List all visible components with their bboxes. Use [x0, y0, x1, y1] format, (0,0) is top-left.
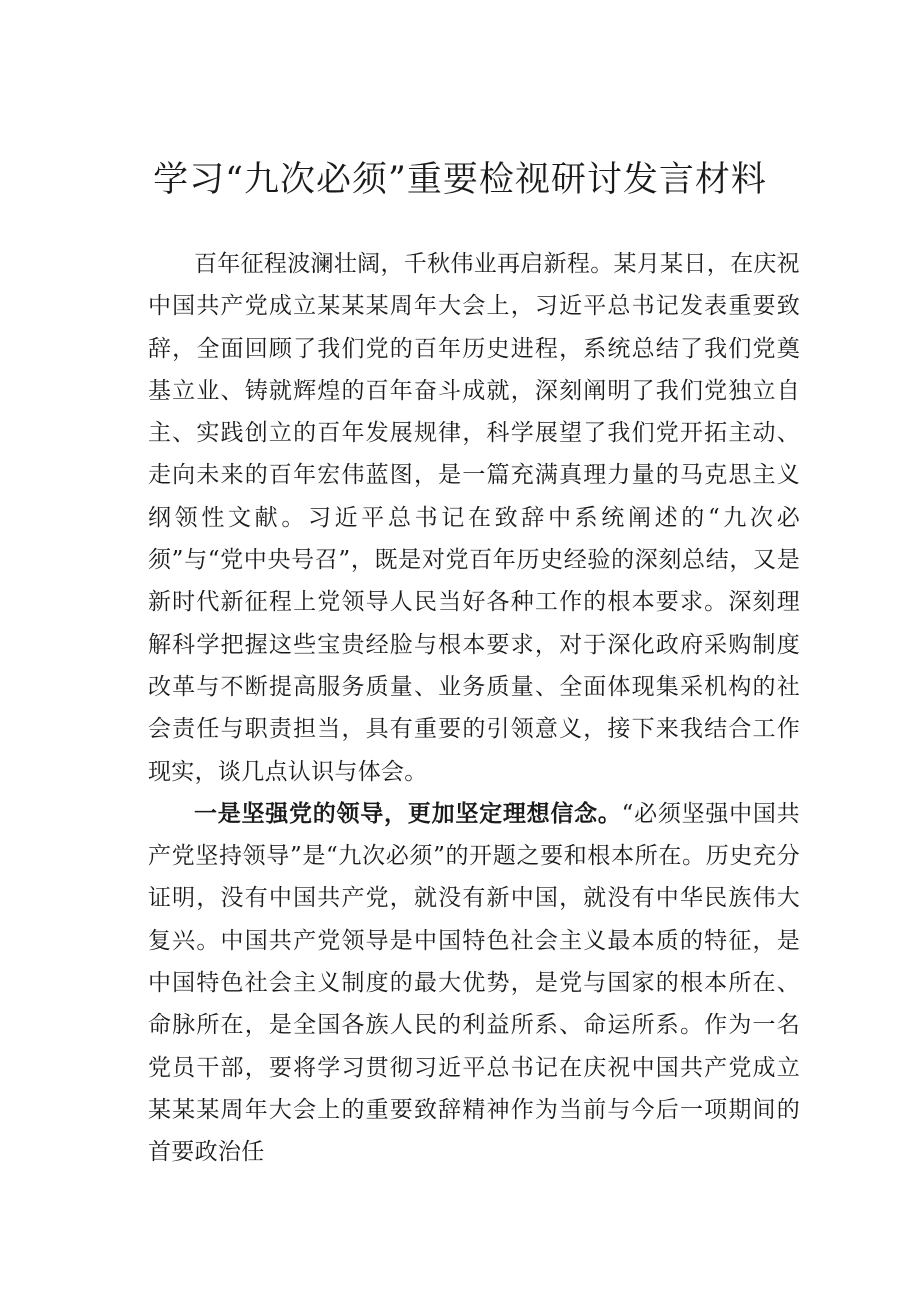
paragraph-text: 百年征程波澜壮阔，千秋伟业再启新程。某月某日，在庆祝中国共产党成立某某某周年大会上，习近平总书记发表重要致辞，全面回顾了我们党的百年历史进程，系统总结了我们党奠基立业、铸就辉煌的百年奋斗成就，深刻阐明了我们党独立自主、实践创立的百年发展规律，科学展望了我们党开拓主动、走向未来的百年宏伟蓝图，是一篇充满真理力量的马克思主义纲领性文献。习近平总书记在致辞中系统阐述的“九次必须”与“党中央号召”，既是对党百年历史经验的深刻总结，又是新时代新征程上党领导人民当好各种工作的根本要求。深刻理解科学把握这些宝贵经脸与根本要求，对于深化政府采购制度改革与不断提高服务质量、业务质量、全面体现集采机构的社会责任与职责担当，具有重要的引领意义，接下来我结合工作现实，谈几点认识与体会。 — [148, 251, 800, 785]
paragraph-lead: 一是坚强党的领导，更加坚定理想信念。 — [194, 799, 622, 827]
document-body — [148, 243, 800, 1174]
point-one-paragraph — [148, 793, 800, 1174]
intro-paragraph — [148, 243, 800, 793]
paragraph-text: “必须坚强中国共产党坚持领导”是“九次必须”的开题之要和根本所在。历史充分证明，没有中国共产党，就没有新中国，就没有中华民族伟大复兴。中国共产党领导是中国特色社会主义最本质的特征，是中国特色社会主义制度的最大优势，是党与国家的根本所在、命脉所在，是全国各族人民的利益所系、命运所系。作为一名党员干部，要将学习贯彻习近平总书记在庆祝中国共产党成立某某某周年大会上的重要致辞精神作为当前与今后一项期间的首要政治任 — [148, 800, 800, 1166]
document-title: 学习“九次必须”重要检视研讨发言材料 — [153, 160, 767, 200]
